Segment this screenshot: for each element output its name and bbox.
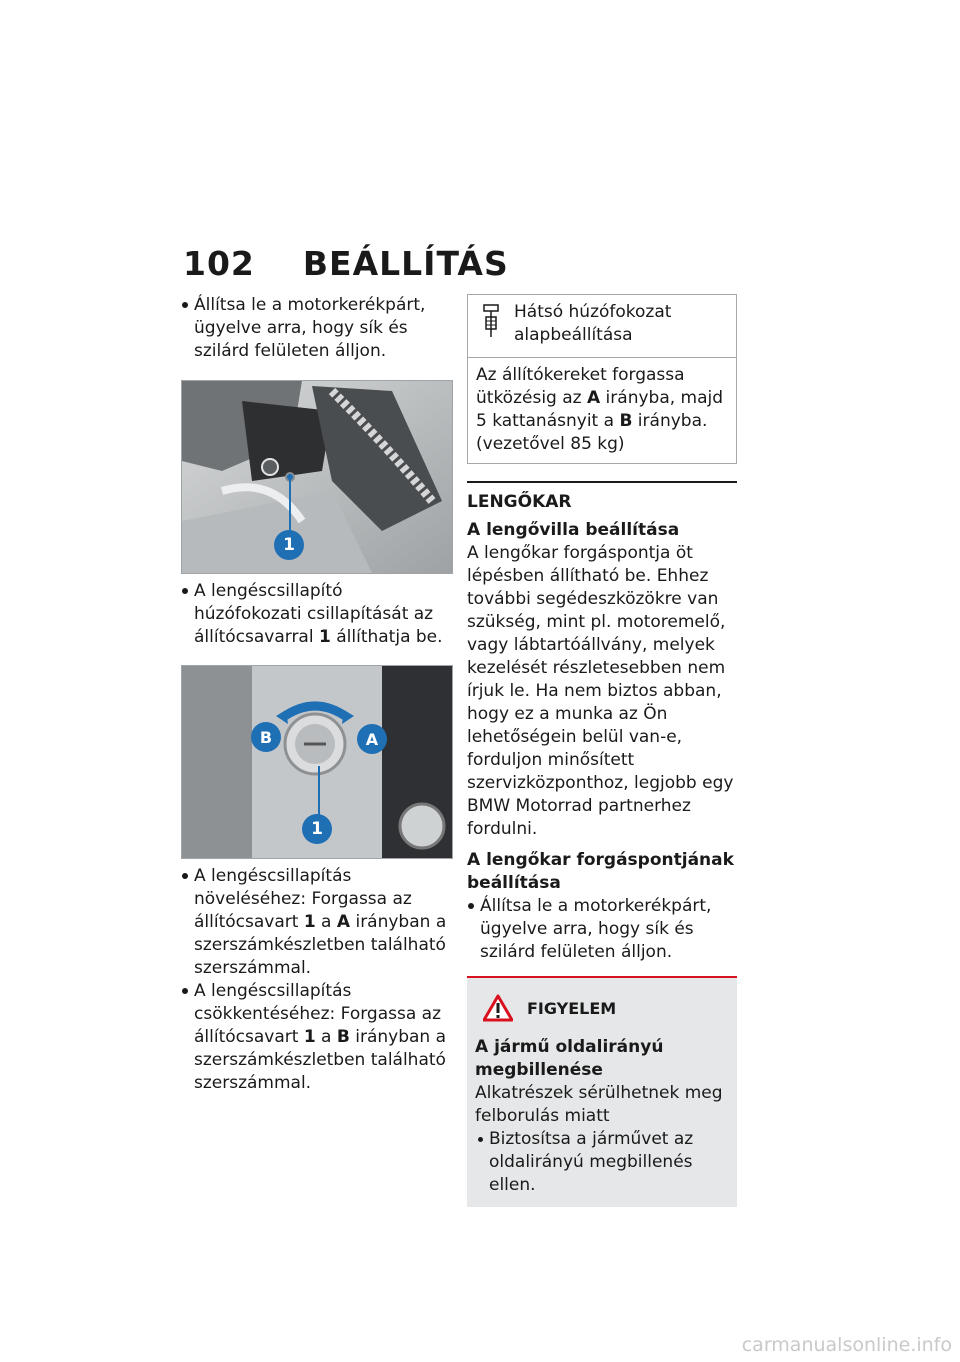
- subheading-swingarm: A lengővilla beállítása: [467, 520, 680, 540]
- instruction-park: Állítsa le a motorkerékpárt, ügyelve arra, hogy sík és szilárd felületen álljon.: [181, 294, 453, 363]
- section-divider: [467, 481, 737, 483]
- warning-triangle-icon: [483, 994, 513, 1022]
- page-header: [183, 244, 509, 283]
- reference-value-body: Az állítókereket forgassa ütközésig az A irányba, majd 5 kattanásnyit a B irányba. (vezetővel 85 kg): [476, 365, 724, 454]
- warning-title: A jármű oldalirányú megbillenése: [475, 1037, 664, 1080]
- callout-b: B: [251, 722, 281, 752]
- warning-label: FIGYELEM: [527, 998, 617, 1018]
- section-title: BEÁLLÍTÁS: [302, 244, 509, 283]
- callout-1: 1: [302, 814, 332, 844]
- subheading-pivot: A lengőkar forgáspontjának beállítása: [467, 850, 734, 893]
- reference-value-box: [467, 294, 737, 464]
- watermark: carmanualsonline.info: [741, 1334, 952, 1356]
- instruction-decrease: A lengéscsillapítás csökkentéséhez: Forgassa az állítócsavart 1 a B irányban a szerszámkészletben található szerszámmal.: [181, 980, 453, 1095]
- photo-adjuster-directions: [181, 665, 453, 859]
- photo-adjuster-location: [181, 380, 453, 574]
- warning-box: [467, 976, 737, 1207]
- callout-a: A: [357, 724, 387, 754]
- reference-value-title: Hátsó húzófokozat alapbeállítása: [514, 302, 672, 345]
- instruction-park-2: Állítsa le a motorkerékpárt, ügyelve arra, hogy sík és szilárd felületen álljon.: [467, 895, 737, 964]
- left-column: [181, 290, 453, 1095]
- section-heading: LENGŐKAR: [467, 492, 572, 512]
- swingarm-paragraph: A lengőkar forgáspontja öt lépésben állítható be. Ehhez további segédeszközökre van szükség, mint pl. motoremelő, vagy lábtartóállvány, melyek kezelését részletesebben nem írjuk le. Ha nem biztos abban, hogy ez a munka az Ön lehetőségein belül van-e, forduljon minősített szervizközponthoz, legjobb egy BMW Motorrad partnerhez fordulni.: [467, 543, 734, 839]
- warning-action: Biztosítsa a járművet az oldalirányú megbillenés ellen.: [475, 1128, 729, 1197]
- instruction-adjuster: A lengéscsillapító húzófokozati csillapítását az állítócsavarral 1 állíthatja be.: [181, 580, 453, 649]
- right-column: [467, 294, 737, 1207]
- reference-value-header: [468, 295, 736, 358]
- callout-1: 1: [274, 530, 304, 560]
- page-number: 102: [183, 244, 255, 283]
- instruction-increase: A lengéscsillapítás növeléséhez: Forgassa az állítócsavart 1 a A irányban a szerszámkészletben található szerszámmal.: [181, 865, 453, 980]
- warning-header: [475, 994, 729, 1022]
- shock-absorber-icon: [480, 301, 514, 347]
- warning-cause: Alkatrészek sérülhetnek meg felborulás miatt: [475, 1083, 723, 1126]
